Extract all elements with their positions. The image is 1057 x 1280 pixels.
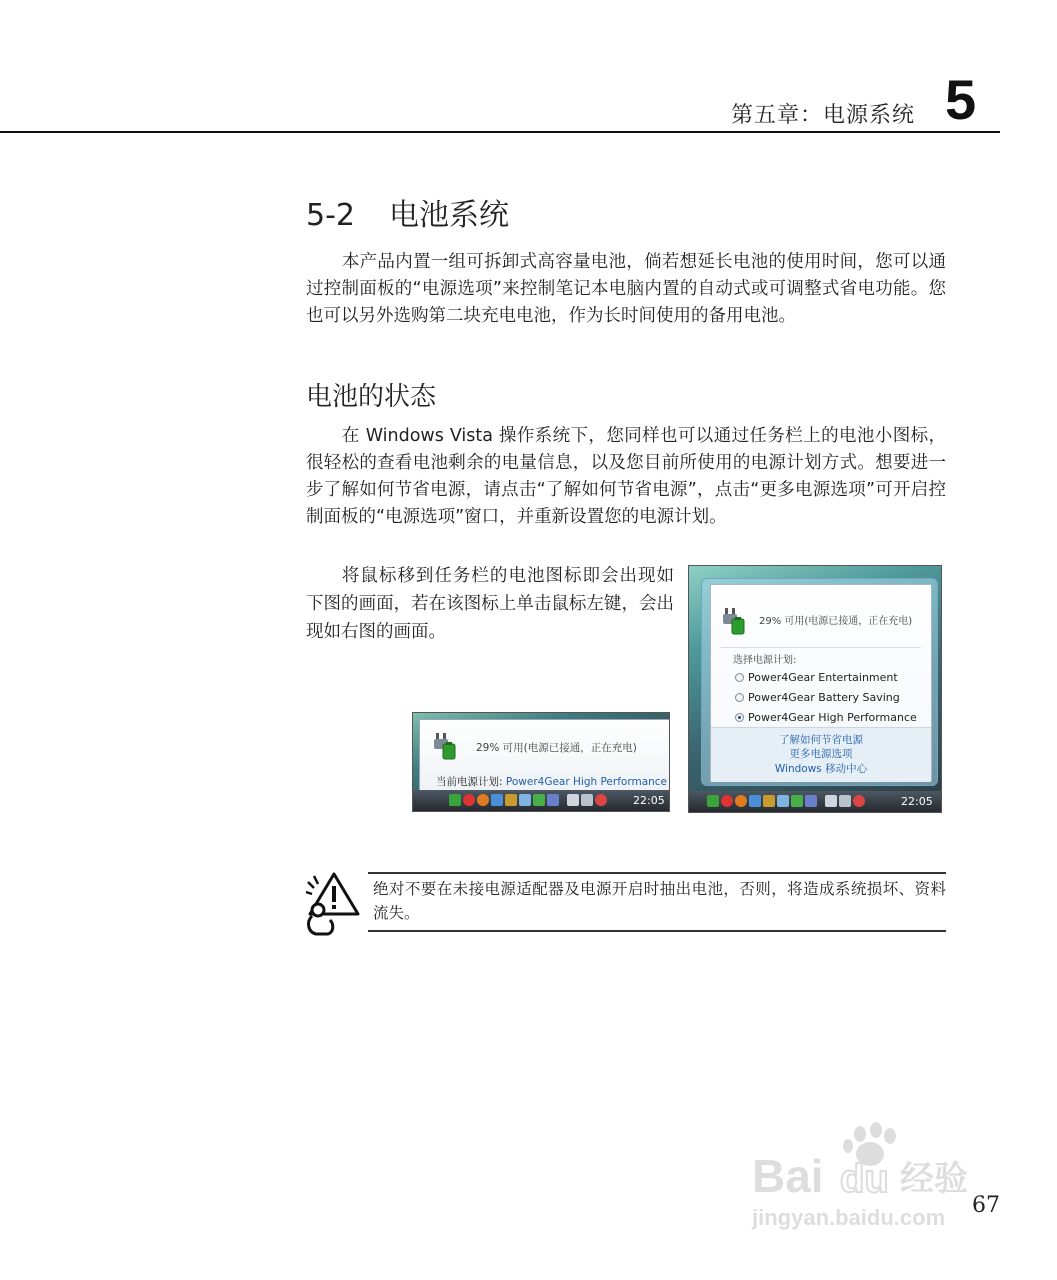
device-icon[interactable] [825,795,837,807]
flyout-divider [721,647,921,648]
tray-clock[interactable]: 22:05 [901,795,933,808]
mouse-hint-paragraph: 将鼠标移到任务栏的电池图标即会出现如下图的画面，若在该图标上单击鼠标左键，会出现如右图的画面。 [306,566,674,642]
section-number: 5-2 [306,198,355,233]
svg-text:Bai: Bai [752,1150,824,1202]
tray-icons [707,795,865,808]
network-icon[interactable] [749,795,761,807]
subsection-title: 电池的状态 [306,382,437,412]
learn-save-power-link[interactable]: 了解如何节省电源 [779,734,863,746]
more-power-options-link[interactable]: 更多电源选项 [789,748,853,760]
device-icon[interactable] [567,794,579,806]
tray-clock[interactable]: 22:05 [633,794,665,807]
flyout-status-text: 29% 可用(电源已接通，正在充电) [759,616,913,627]
plan-option-label: Power4Gear High Performance [748,711,917,724]
tooltip-screenshot [412,712,670,812]
flyout-links [711,727,931,782]
svg-text:du: du [840,1157,889,1201]
flyout-screenshot [688,565,942,813]
plan-option-entertainment[interactable] [735,671,898,684]
tooltip-plan-name: Power4Gear High Performance [505,776,668,788]
security-icon[interactable] [735,795,747,807]
tooltip-current-plan [436,774,667,789]
power-flyout [710,584,932,781]
tray-icons [449,794,607,807]
bluetooth-icon[interactable] [547,794,559,806]
plan-option-high-performance[interactable] [735,711,917,724]
battery-tray-icon[interactable] [791,795,803,807]
mute-icon[interactable] [595,794,607,806]
volume-icon[interactable] [763,795,775,807]
svg-text:jingyan.baidu.com: jingyan.baidu.com [752,1205,946,1230]
taskbar [413,790,669,811]
security-icon[interactable] [477,794,489,806]
radio-button[interactable] [735,673,744,682]
monitor-icon[interactable] [519,794,531,806]
radio-button[interactable] [735,693,744,702]
intro-paragraph: 本产品内置一组可拆卸式高容量电池，倘若想延长电池的使用时间，您可以通过控制面板的“电源选项”来控制笔记本电脑内置的自动式或可调整式省电功能。您也可以另外选购第二块充电电池，作为长时间使用的备用电池。 [306,252,946,326]
bluetooth-icon[interactable] [805,795,817,807]
plan-option-label: Power4Gear Entertainment [748,671,898,684]
warning-rule-bottom [368,930,946,932]
mobility-center-link[interactable]: Windows 移动中心 [774,763,868,775]
status-paragraph: 在 Windows Vista 操作系统下，您同样也可以通过任务栏上的电池小图标，很轻松的查看电池剩余的电量信息，以及您目前所使用的电源计划方式。想要进一步了解如何节省电源，请点击“了解如何节省电源”，点击“更多电源选项”可开启控制面板的“电源选项”窗口，并重新设置您的电源计划。 [306,426,946,527]
error-icon[interactable] [463,794,475,806]
battery-plug-icon [723,607,745,635]
warning-triangle-icon [304,870,364,938]
chapter-title: 第五章：电源系统 [730,103,915,128]
baidu-watermark-logo [748,1120,998,1235]
radio-button-selected[interactable] [735,713,744,722]
battery-tooltip [419,719,670,794]
plan-option-label: Power4Gear Battery Saving [748,691,900,704]
display-icon[interactable] [839,795,851,807]
header-rule [0,131,1000,133]
flyout-select-label: 选择电源计划: [733,655,797,666]
error-icon[interactable] [721,795,733,807]
plan-option-battery-saving[interactable] [735,691,900,704]
volume-icon[interactable] [505,794,517,806]
shield-icon[interactable] [449,794,461,806]
shield-icon[interactable] [707,795,719,807]
tooltip-plan-label: 当前电源计划: [436,776,503,788]
mute-icon[interactable] [853,795,865,807]
chapter-number: 5 [945,68,977,131]
display-icon[interactable] [581,794,593,806]
battery-tray-icon[interactable] [533,794,545,806]
section-title [306,190,509,234]
section-name: 电池系统 [389,198,509,233]
monitor-icon[interactable] [777,795,789,807]
taskbar [689,791,941,812]
network-icon[interactable] [491,794,503,806]
svg-text:经验: 经验 [900,1159,968,1199]
warning-text: 绝对不要在未接电源适配器及电源开启时抽出电池，否则，将造成系统损坏、资料流失。 [373,880,946,922]
warning-rule-top [368,872,946,874]
page-number: 67 [972,1193,1000,1218]
tooltip-status-text: 29% 可用(电源已接通，正在充电) [476,742,637,754]
battery-plug-icon [434,732,456,760]
